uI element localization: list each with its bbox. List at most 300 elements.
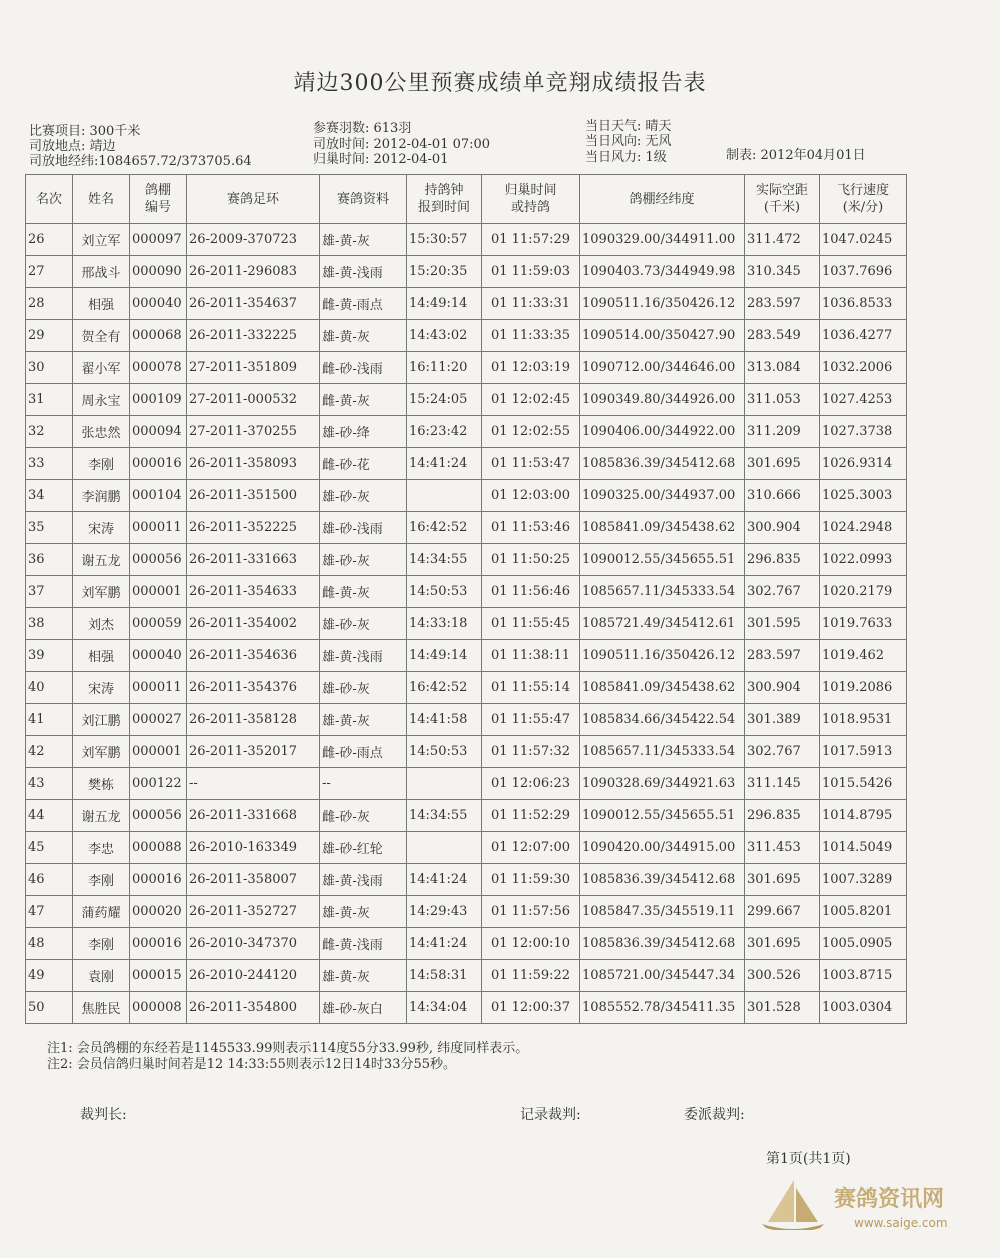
cell-dist: 300.904 [745,672,820,704]
cell-clock: 14:34:55 [407,800,482,832]
cell-speed: 1027.3738 [820,416,907,448]
cell-rank: 49 [26,960,73,992]
cell-clock: 14:41:24 [407,864,482,896]
table-row [26,768,907,800]
cell-loft: 000088 [130,832,187,864]
cell-name: 张忠然 [73,416,130,448]
cell-coords: 1090406.00/344922.00 [580,416,745,448]
cell-name: 谢五龙 [73,544,130,576]
table-row [26,288,907,320]
cell-ret: 01 11:55:45 [482,608,580,640]
cell-info: 雌-砂-灰 [320,800,407,832]
cell-ring: 26-2011-352017 [187,736,320,768]
cell-name: 邢战斗 [73,256,130,288]
cell-name: 袁刚 [73,960,130,992]
cell-clock: 14:41:58 [407,704,482,736]
cell-clock: 15:24:05 [407,384,482,416]
cell-loft: 000020 [130,896,187,928]
cell-dist: 301.695 [745,928,820,960]
header-clock-line2: 报到时间 [417,200,470,215]
cell-loft: 000068 [130,320,187,352]
cell-ring: 26-2010-244120 [187,960,320,992]
cell-rank: 45 [26,832,73,864]
cell-ring: 26-2009-370723 [187,224,320,256]
cell-ret: 01 11:57:56 [482,896,580,928]
cell-ret: 01 11:38:11 [482,640,580,672]
cell-dist: 302.767 [745,576,820,608]
table-row [26,640,907,672]
cell-dist: 300.526 [745,960,820,992]
cell-info: 雌-黄-雨点 [320,288,407,320]
cell-dist: 283.597 [745,640,820,672]
cell-clock: 14:34:55 [407,544,482,576]
footnote-1: 注1: 会员鸽棚的东经若是1145533.99则表示114度55分33.99秒, 纬度同样表示。 [47,1041,529,1056]
cell-coords: 1090511.16/350426.12 [580,640,745,672]
cell-loft: 000090 [130,256,187,288]
cell-clock: 14:58:31 [407,960,482,992]
cell-loft: 000056 [130,544,187,576]
cell-clock: 14:41:24 [407,448,482,480]
cell-loft: 000097 [130,224,187,256]
cell-clock: 14:33:18 [407,608,482,640]
cell-info: 雄-黄-灰 [320,960,407,992]
results-table [25,174,907,1024]
table-row [26,672,907,704]
cell-coords: 1090511.16/350426.12 [580,288,745,320]
cell-name: 贺全有 [73,320,130,352]
cell-dist: 296.835 [745,800,820,832]
cell-ring: 26-2011-354800 [187,992,320,1024]
cell-dist: 311.453 [745,832,820,864]
table-row [26,416,907,448]
cell-name: 李刚 [73,448,130,480]
cell-coords: 1090349.80/344926.00 [580,384,745,416]
cell-speed: 1032.2006 [820,352,907,384]
cell-loft: 000027 [130,704,187,736]
cell-rank: 47 [26,896,73,928]
cell-dist: 310.345 [745,256,820,288]
table-row [26,544,907,576]
cell-loft: 000059 [130,608,187,640]
cell-ring: 26-2011-352225 [187,512,320,544]
cell-ring: 26-2011-354376 [187,672,320,704]
cell-coords: 1085836.39/345412.68 [580,448,745,480]
cell-name: 刘军鹏 [73,736,130,768]
cell-coords: 1085836.39/345412.68 [580,864,745,896]
cell-info: 雄-砂-灰 [320,608,407,640]
cell-speed: 1047.0245 [820,224,907,256]
cell-coords: 1085721.00/345447.34 [580,960,745,992]
signature-recorder: 记录裁判: [520,1107,581,1123]
signature-chief-judge: 裁判长: [80,1107,127,1123]
cell-ret: 01 12:03:19 [482,352,580,384]
cell-rank: 27 [26,256,73,288]
cell-loft: 000015 [130,960,187,992]
table-row [26,512,907,544]
table-row [26,352,907,384]
table-row [26,256,907,288]
cell-loft: 000109 [130,384,187,416]
cell-name: 李忠 [73,832,130,864]
cell-dist: 283.597 [745,288,820,320]
header-ring: 赛鸽足环 [187,175,320,224]
cell-clock: 16:11:20 [407,352,482,384]
cell-info: 雄-砂-灰 [320,480,407,512]
cell-loft: 000011 [130,672,187,704]
cell-rank: 29 [26,320,73,352]
cell-rank: 41 [26,704,73,736]
cell-name: 谢五龙 [73,800,130,832]
cell-clock: 16:42:52 [407,512,482,544]
cell-rank: 32 [26,416,73,448]
cell-coords: 1085657.11/345333.54 [580,576,745,608]
cell-speed: 1025.3003 [820,480,907,512]
footnote-2: 注2: 会员信鸽归巢时间若是12 14:33:55则表示12日14时33分55秒。 [47,1057,457,1072]
cell-ring: 27-2011-370255 [187,416,320,448]
cell-dist: 301.528 [745,992,820,1024]
cell-speed: 1019.7633 [820,608,907,640]
cell-speed: 1003.8715 [820,960,907,992]
watermark-url: www.saige.com [854,1216,948,1230]
cell-clock: 15:20:35 [407,256,482,288]
meta-weather: 当日天气: 晴天 [585,119,672,134]
cell-ret: 01 11:53:46 [482,512,580,544]
cell-info: 雌-黄-灰 [320,384,407,416]
cell-speed: 1007.3289 [820,864,907,896]
cell-ring: 26-2011-358093 [187,448,320,480]
cell-speed: 1026.9314 [820,448,907,480]
cell-ring: 26-2011-331663 [187,544,320,576]
cell-speed: 1015.5426 [820,768,907,800]
meta-release-site: 司放地点: 靖边 [29,139,116,154]
header-speed-line2: (米/分) [842,200,884,215]
cell-ring: 26-2011-358128 [187,704,320,736]
cell-loft: 000016 [130,928,187,960]
cell-info: 雌-砂-浅雨 [320,352,407,384]
cell-name: 刘杰 [73,608,130,640]
cell-name: 翟小军 [73,352,130,384]
footnotes [47,1041,528,1073]
cell-ret: 01 11:52:29 [482,800,580,832]
cell-clock: 16:23:42 [407,416,482,448]
cell-speed: 1005.8201 [820,896,907,928]
cell-coords: 1090712.00/344646.00 [580,352,745,384]
cell-speed: 1005.0905 [820,928,907,960]
meta-release-time: 司放时间: 2012-04-01 07:00 [313,137,491,152]
table-row [26,608,907,640]
cell-info: 雄-砂-灰 [320,544,407,576]
cell-info: 雄-黄-灰 [320,320,407,352]
cell-clock [407,832,482,864]
cell-rank: 39 [26,640,73,672]
cell-ring: 26-2011-296083 [187,256,320,288]
cell-rank: 33 [26,448,73,480]
cell-loft: 000011 [130,512,187,544]
cell-info: -- [320,768,407,800]
cell-loft: 000094 [130,416,187,448]
cell-clock: 14:49:14 [407,640,482,672]
meta-wind-force: 当日风力: 1级 [585,150,667,165]
cell-name: 李刚 [73,864,130,896]
cell-loft: 000040 [130,288,187,320]
cell-rank: 44 [26,800,73,832]
table-row [26,736,907,768]
header-clock [407,175,482,224]
cell-ring: 26-2011-332225 [187,320,320,352]
cell-speed: 1018.9531 [820,704,907,736]
table-row [26,224,907,256]
cell-dist: 300.904 [745,512,820,544]
table-row [26,992,907,1024]
cell-coords: 1085847.35/345519.11 [580,896,745,928]
cell-name: 刘江鹏 [73,704,130,736]
cell-dist: 283.549 [745,320,820,352]
cell-info: 雌-砂-雨点 [320,736,407,768]
cell-info: 雄-砂-红轮 [320,832,407,864]
page-indicator: 第1页(共1页) [766,1151,851,1167]
cell-name: 宋涛 [73,672,130,704]
pigeon-sail-icon [758,1178,828,1230]
cell-speed: 1020.2179 [820,576,907,608]
meta-event: 比赛项目: 300千米 [29,124,141,139]
header-return-line2: 或持鸽 [510,200,550,215]
cell-name: 蒲药耀 [73,896,130,928]
cell-ret: 01 11:59:30 [482,864,580,896]
table-row [26,320,907,352]
cell-speed: 1037.7696 [820,256,907,288]
cell-dist: 301.389 [745,704,820,736]
cell-dist: 302.767 [745,736,820,768]
cell-speed: 1022.0993 [820,544,907,576]
cell-info: 雄-黄-浅雨 [320,640,407,672]
cell-info: 雄-砂-灰白 [320,992,407,1024]
cell-speed: 1019.462 [820,640,907,672]
cell-clock: 14:41:24 [407,928,482,960]
cell-dist: 299.667 [745,896,820,928]
cell-speed: 1014.8795 [820,800,907,832]
cell-ring: 26-2010-347370 [187,928,320,960]
cell-rank: 34 [26,480,73,512]
results-body [26,224,907,1024]
cell-ring: 26-2011-354637 [187,288,320,320]
cell-ret: 01 11:56:46 [482,576,580,608]
cell-name: 刘立军 [73,224,130,256]
cell-clock [407,480,482,512]
cell-clock: 16:42:52 [407,672,482,704]
header-clock-line1: 持鸽钟 [424,183,464,198]
table-row [26,704,907,736]
table-header-row [26,175,907,224]
cell-info: 雌-黄-灰 [320,576,407,608]
meta-release-coords: 司放地经纬:1084657.72/373705.64 [29,154,252,169]
cell-loft: 000001 [130,576,187,608]
table-row [26,800,907,832]
page-title: 靖边300公里预赛成绩单竞翔成绩报告表 [293,71,707,96]
cell-dist: 313.084 [745,352,820,384]
cell-speed: 1024.2948 [820,512,907,544]
cell-name: 宋涛 [73,512,130,544]
cell-speed: 1014.5049 [820,832,907,864]
cell-ret: 01 11:59:03 [482,256,580,288]
cell-speed: 1003.0304 [820,992,907,1024]
cell-name: 焦胜民 [73,992,130,1024]
header-loft-line1: 鸽棚 [144,183,171,198]
cell-rank: 31 [26,384,73,416]
cell-loft: 000056 [130,800,187,832]
cell-clock: 14:43:02 [407,320,482,352]
cell-dist: 301.595 [745,608,820,640]
cell-info: 雌-砂-花 [320,448,407,480]
cell-ret: 01 11:33:35 [482,320,580,352]
watermark [758,1176,968,1236]
cell-speed: 1017.5913 [820,736,907,768]
cell-rank: 26 [26,224,73,256]
cell-loft: 000001 [130,736,187,768]
cell-loft: 000008 [130,992,187,1024]
cell-dist: 296.835 [745,544,820,576]
cell-rank: 42 [26,736,73,768]
table-row [26,384,907,416]
header-loft [130,175,187,224]
cell-ret: 01 12:06:23 [482,768,580,800]
cell-coords: 1090403.73/344949.98 [580,256,745,288]
cell-rank: 37 [26,576,73,608]
cell-dist: 311.472 [745,224,820,256]
cell-loft: 000078 [130,352,187,384]
header-distance-line2: (千米) [763,200,801,215]
cell-ring: 26-2011-354002 [187,608,320,640]
cell-ring: 26-2010-163349 [187,832,320,864]
cell-dist: 310.666 [745,480,820,512]
cell-dist: 301.695 [745,448,820,480]
cell-info: 雄-黄-灰 [320,704,407,736]
cell-ret: 01 12:07:00 [482,832,580,864]
header-info: 赛鸽资料 [320,175,407,224]
cell-coords: 1090420.00/344915.00 [580,832,745,864]
cell-rank: 28 [26,288,73,320]
cell-name: 李刚 [73,928,130,960]
header-name: 姓名 [73,175,130,224]
signature-delegate: 委派裁判: [684,1107,745,1123]
cell-coords: 1085552.78/345411.35 [580,992,745,1024]
header-distance-line1: 实际空距 [755,183,808,198]
cell-info: 雄-黄-灰 [320,224,407,256]
table-row [26,896,907,928]
cell-loft: 000104 [130,480,187,512]
cell-name: 李润鹏 [73,480,130,512]
cell-clock: 14:29:43 [407,896,482,928]
meta-return-time: 归巢时间: 2012-04-01 [313,152,449,167]
header-coords: 鸽棚经纬度 [580,175,745,224]
cell-ret: 01 12:00:10 [482,928,580,960]
cell-info: 雄-黄-灰 [320,896,407,928]
cell-name: 相强 [73,288,130,320]
cell-ring: 26-2011-351500 [187,480,320,512]
cell-ring: 26-2011-358007 [187,864,320,896]
cell-dist: 311.053 [745,384,820,416]
table-row [26,576,907,608]
cell-loft: 000016 [130,448,187,480]
cell-coords: 1085841.09/345438.62 [580,512,745,544]
meta-wind-dir: 当日风向: 无风 [585,134,672,149]
cell-info: 雄-砂-浅雨 [320,512,407,544]
watermark-text: 赛鸽资讯网 [834,1187,945,1212]
cell-info: 雄-砂-绛 [320,416,407,448]
cell-loft: 000016 [130,864,187,896]
cell-rank: 38 [26,608,73,640]
cell-coords: 1085834.66/345422.54 [580,704,745,736]
cell-coords: 1090514.00/350427.90 [580,320,745,352]
cell-ring: -- [187,768,320,800]
header-rank: 名次 [26,175,73,224]
cell-coords: 1085657.11/345333.54 [580,736,745,768]
meta-made-by: 制表: 2012年04月01日 [726,148,866,163]
cell-loft: 000040 [130,640,187,672]
table-row [26,448,907,480]
cell-coords: 1085841.09/345438.62 [580,672,745,704]
table-row [26,832,907,864]
table-row [26,480,907,512]
cell-coords: 1090329.00/344911.00 [580,224,745,256]
cell-rank: 36 [26,544,73,576]
table-row [26,864,907,896]
cell-speed: 1036.8533 [820,288,907,320]
cell-rank: 40 [26,672,73,704]
cell-ring: 26-2011-354636 [187,640,320,672]
cell-rank: 48 [26,928,73,960]
cell-ret: 01 12:00:37 [482,992,580,1024]
table-row [26,928,907,960]
cell-name: 相强 [73,640,130,672]
cell-dist: 301.695 [745,864,820,896]
cell-ret: 01 11:57:32 [482,736,580,768]
header-return-line1: 归巢时间 [504,183,557,198]
cell-name: 樊栋 [73,768,130,800]
cell-clock: 14:50:53 [407,576,482,608]
cell-speed: 1027.4253 [820,384,907,416]
cell-ret: 01 12:02:45 [482,384,580,416]
cell-ret: 01 11:33:31 [482,288,580,320]
cell-ring: 27-2011-351809 [187,352,320,384]
cell-coords: 1090012.55/345655.51 [580,544,745,576]
cell-speed: 1036.4277 [820,320,907,352]
cell-ret: 01 11:57:29 [482,224,580,256]
cell-clock: 14:34:04 [407,992,482,1024]
cell-rank: 46 [26,864,73,896]
table-row [26,960,907,992]
cell-info: 雄-砂-灰 [320,672,407,704]
cell-rank: 43 [26,768,73,800]
cell-ret: 01 11:55:14 [482,672,580,704]
cell-ret: 01 11:59:22 [482,960,580,992]
cell-ret: 01 11:53:47 [482,448,580,480]
cell-coords: 1090012.55/345655.51 [580,800,745,832]
cell-rank: 30 [26,352,73,384]
cell-ring: 27-2011-000532 [187,384,320,416]
header-loft-line2: 编号 [144,200,171,215]
cell-coords: 1090328.69/344921.63 [580,768,745,800]
cell-dist: 311.145 [745,768,820,800]
cell-info: 雄-黄-浅雨 [320,864,407,896]
header-speed [820,175,907,224]
cell-name: 周永宝 [73,384,130,416]
cell-ret: 01 12:03:00 [482,480,580,512]
cell-speed: 1019.2086 [820,672,907,704]
cell-ret: 01 12:02:55 [482,416,580,448]
cell-coords: 1085721.49/345412.61 [580,608,745,640]
cell-coords: 1085836.39/345412.68 [580,928,745,960]
cell-rank: 35 [26,512,73,544]
